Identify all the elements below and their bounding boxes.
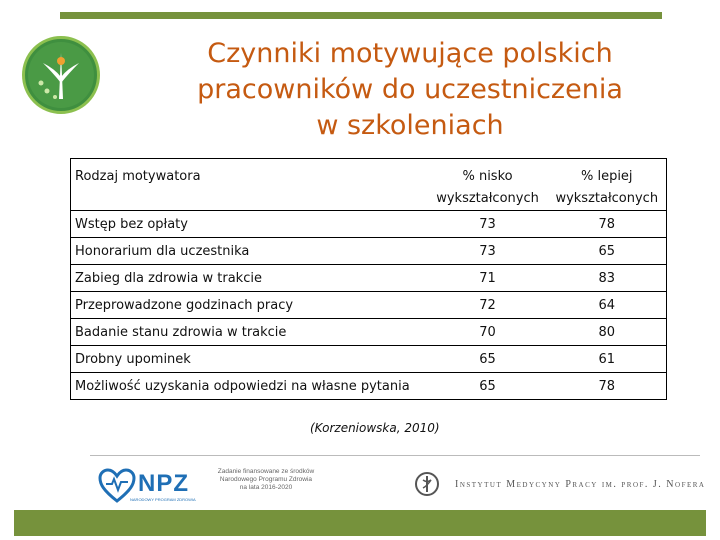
table-row bbox=[71, 292, 667, 319]
table-row bbox=[71, 373, 667, 400]
row-label: Honorarium dla uczestnika bbox=[71, 238, 428, 265]
header-low-line2: wykształconych bbox=[436, 191, 539, 206]
row-high-value: 83 bbox=[548, 265, 667, 292]
title-line-1: Czynniki motywujące polskich bbox=[207, 38, 613, 69]
program-logo-icon bbox=[22, 36, 100, 114]
npz-logo-text: NPZ bbox=[138, 470, 189, 497]
row-high-value: 61 bbox=[548, 346, 667, 373]
source-citation: (Korzeniowska, 2010) bbox=[310, 421, 440, 435]
row-low-value: 73 bbox=[428, 211, 548, 238]
row-low-value: 73 bbox=[428, 238, 548, 265]
title-line-3: w szkoleniach bbox=[316, 110, 504, 141]
motivators-table bbox=[70, 158, 667, 400]
footer-divider bbox=[90, 455, 700, 456]
header-low-educated bbox=[428, 159, 548, 211]
funding-line-3: na lata 2016-2020 bbox=[239, 484, 293, 491]
funding-line-2: Narodowego Programu Zdrowia bbox=[219, 476, 313, 483]
row-label: Drobny upominek bbox=[71, 346, 428, 373]
row-label: Zabieg dla zdrowia w trakcie bbox=[71, 265, 428, 292]
npz-subtitle: NARODOWY PROGRAM ZDROWIA bbox=[130, 497, 196, 502]
row-label: Przeprowadzone godzinach pracy bbox=[71, 292, 428, 319]
institute-name: Instytut Medycyny Pracy im. prof. J. Nofera bbox=[455, 479, 706, 490]
row-low-value: 65 bbox=[428, 373, 548, 400]
table-row bbox=[71, 346, 667, 373]
npz-heart-icon bbox=[98, 468, 136, 509]
header-motivator-type: Rodzaj motywatora bbox=[71, 159, 428, 211]
institute-emblem-icon bbox=[414, 470, 440, 503]
header-high-line2: wykształconych bbox=[555, 191, 659, 206]
table-row bbox=[71, 238, 667, 265]
row-high-value: 65 bbox=[548, 238, 667, 265]
row-label: Wstęp bez opłaty bbox=[71, 211, 428, 238]
row-high-value: 78 bbox=[548, 211, 667, 238]
row-low-value: 72 bbox=[428, 292, 548, 319]
bottom-accent-bar bbox=[14, 510, 706, 536]
table-row bbox=[71, 265, 667, 292]
table-row bbox=[71, 211, 667, 238]
header-high-line1: % lepiej bbox=[580, 169, 633, 184]
page-title bbox=[150, 36, 670, 144]
table-row bbox=[71, 319, 667, 346]
header-low-line1: % nisko bbox=[462, 169, 513, 184]
row-low-value: 70 bbox=[428, 319, 548, 346]
header-better-educated bbox=[548, 159, 667, 211]
funding-note bbox=[206, 468, 326, 492]
top-accent-bar bbox=[60, 12, 662, 19]
table-header-row bbox=[71, 159, 667, 211]
row-label: Możliwość uzyskania odpowiedzi na własne pytania bbox=[71, 373, 428, 400]
row-low-value: 71 bbox=[428, 265, 548, 292]
row-high-value: 64 bbox=[548, 292, 667, 319]
row-high-value: 80 bbox=[548, 319, 667, 346]
row-low-value: 65 bbox=[428, 346, 548, 373]
row-high-value: 78 bbox=[548, 373, 667, 400]
title-line-2: pracowników do uczestniczenia bbox=[197, 74, 623, 105]
funding-line-1: Zadanie finansowane ze środków bbox=[217, 468, 315, 475]
row-label: Badanie stanu zdrowia w trakcie bbox=[71, 319, 428, 346]
